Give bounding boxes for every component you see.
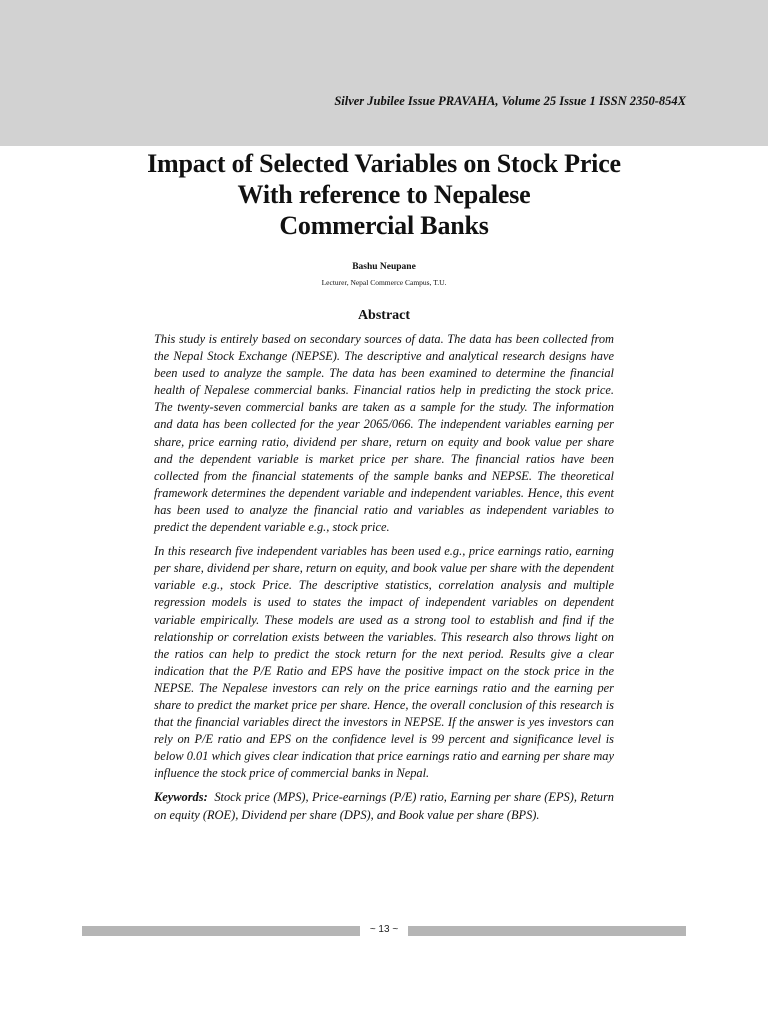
abstract-body — [154, 331, 614, 831]
header-band — [0, 0, 768, 146]
title-line: Commercial Banks — [279, 211, 489, 240]
title-line: With reference to Nepalese — [237, 180, 531, 209]
keywords-text: Stock price (MPS), Price-earnings (P/E) ratio, Earning per share (EPS), Return on equity (ROE), Dividend per share (DPS), and Book value per share (BPS). — [154, 790, 614, 822]
abstract-paragraph: This study is entirely based on secondary sources of data. The data has been collected from the Nepal Stock Exchange (NEPSE). The descriptive and analytical research designs have been used to analyze the sample. The data has been examined to determine the financial health of Nepalese commercial banks. Financial ratios help in predicting the stock price. The twenty-seven commercial banks are taken as a sample for the study. The information and data has been collected for the year 2065/066. The independent variables earning per share, price earning ratio, dividend per share, return on equity and book value per share and the dependent variable is market price per share. The financial ratios have been collected from the financial statements of the sample banks and NEPSE. The theoretical framework determines the dependent variable and independent variables. Hence, this event has been used to analyze the financial ratio and variables as independent variables to predict the dependent variable e.g., stock price. — [154, 332, 614, 535]
abstract-heading: Abstract — [357, 308, 411, 323]
paper-title — [84, 148, 684, 241]
footer-rule-left — [82, 926, 360, 936]
footer-rule-right — [408, 926, 686, 936]
title-line: Impact of Selected Variables on Stock Price — [147, 149, 621, 178]
abstract-paragraph: In this research five independent variables has been used e.g., price earnings ratio, earning per share, dividend per share, return on equity, and book value per share with the dependent variable e.g., stock Price. The descriptive statistics, correlation analysis and multiple regression models is used to states the impact of independent variables on dependent variable empirically. These models are used as a strong tool to establish and find if the relationship or correlation exists between the variables. This research also throws light on the ratios can help to predict the stock return for the next period. Results give a clear indication that the P/E Ratio and EPS have the positive impact on the stock price in the NEPSE. The Nepalese investors can rely on the price earnings ratio and the earning per share to predict the market price per share. Hence, the overall conclusion of this research is that the financial variables direct the investors in NEPSE. If the answer is yes investors can rely on P/E ratio and EPS on the confidence level is 99 percent and significance level is below 0.01 which gives clear indication that price earnings ratio and earning per share may influence the stock price of commercial banks in Nepal. — [154, 544, 614, 781]
keywords-paragraph — [154, 789, 614, 823]
author-name: Bashu Neupane — [352, 262, 416, 272]
page-number: ~ 13 ~ — [369, 924, 399, 935]
author-affiliation: Lecturer, Nepal Commerce Campus, T.U. — [321, 278, 447, 287]
journal-header: Silver Jubilee Issue PRAVAHA, Volume 25 Issue 1 ISSN 2350-854X — [334, 94, 686, 108]
keywords-label: Keywords: — [154, 790, 208, 805]
